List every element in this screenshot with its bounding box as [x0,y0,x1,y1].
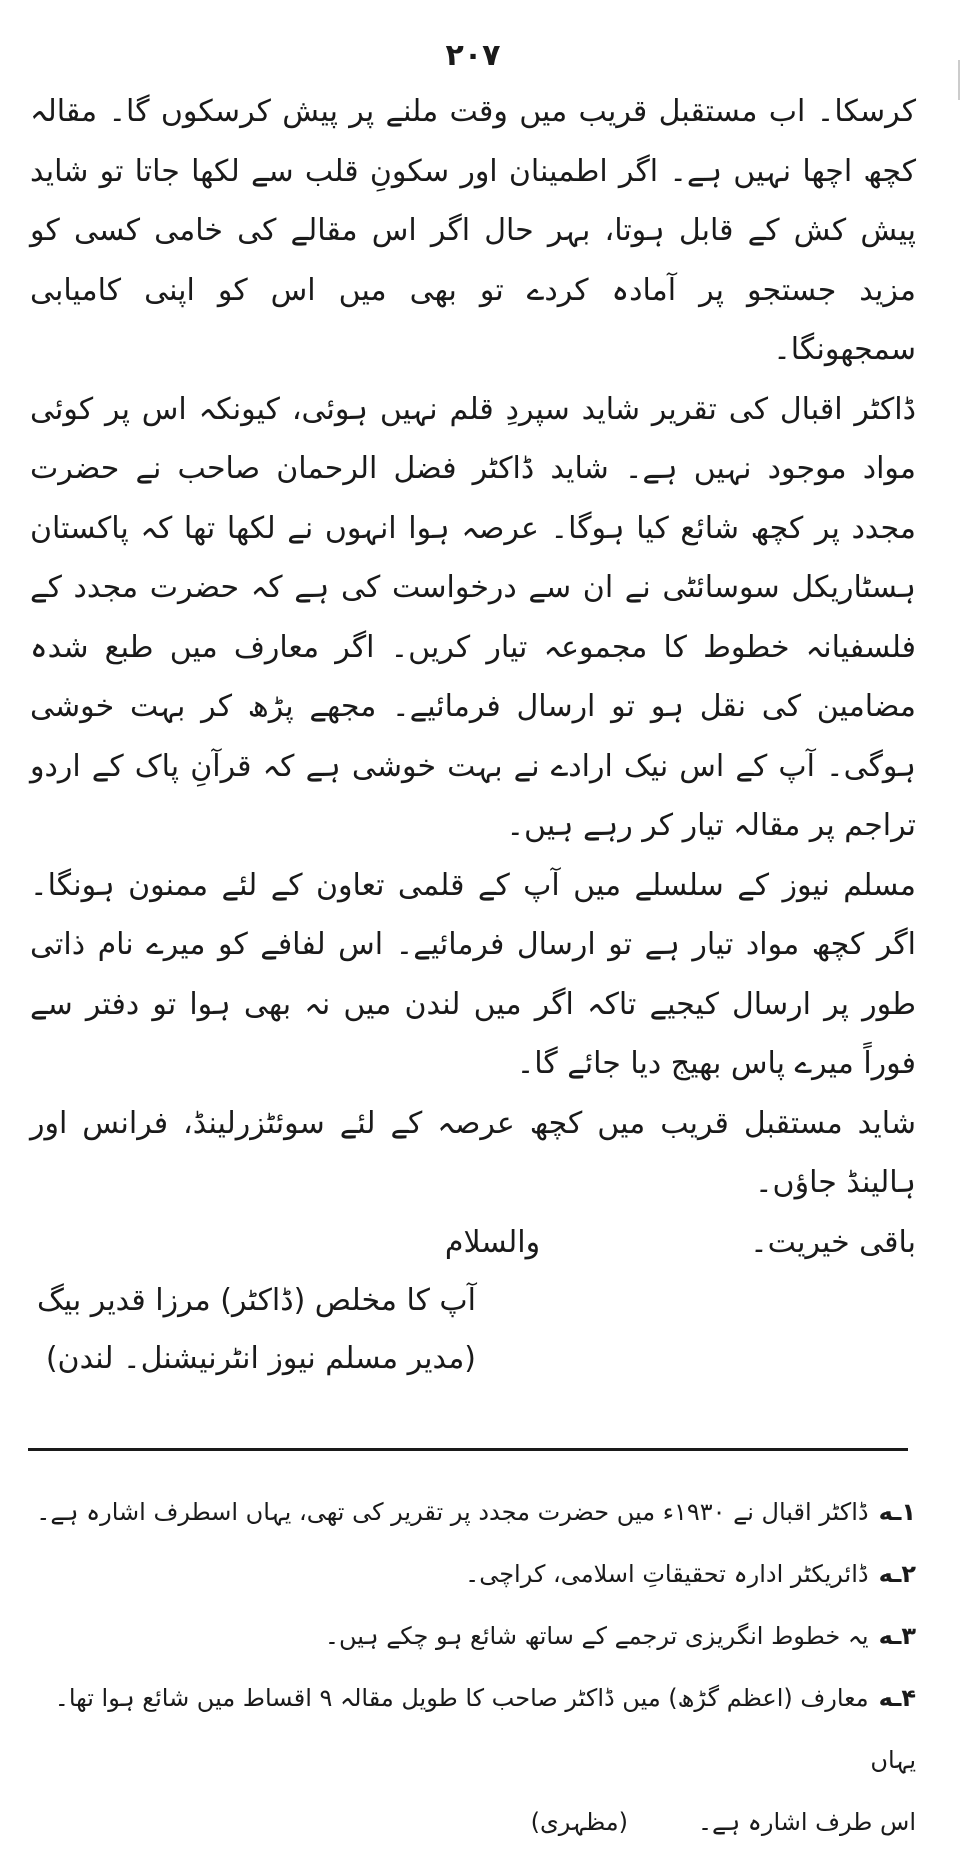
footnote-4-continuation [30,1791,916,1853]
footnotes [30,1481,916,1853]
footnote-tail-text: اس طرف اشارہ ہے۔ [697,1808,916,1836]
paragraph-3: مسلم نیوز کے سلسلے میں آپ کے قلمی تعاون کے لئے ممنون ہونگا۔ اگر کچھ مواد تیار ہے تو ارسال فرمائیے۔ اس لفافے کو میرے نام ذاتی طور پر ارسال کیجیے تاکہ اگر میں لندن میں نہ بھی ہوا تو دفتر سے فوراً میرے پاس بھیج دیا جائے گا۔ [30,867,916,1081]
footnote-4 [30,1667,916,1791]
footnote-text: ڈائریکٹر ادارہ تحقیقاتِ اسلامی، کراچی۔ [465,1560,869,1588]
footnote-mark: ۲ـه [878,1560,916,1588]
footnote-mark: ۴ـه [878,1684,916,1712]
footnote-mark: ۱ـه [878,1498,916,1526]
signature-name: آپ کا مخلص (ڈاکٹر) مرزا قدیر بیگ [36,1283,476,1318]
signature-block [30,1272,916,1388]
footnote-text: یہ خطوط انگریزی ترجمے کے ساتھ شائع ہو چکے ہیں۔ [324,1622,869,1650]
footnote-2 [30,1543,916,1605]
footnote-3 [30,1605,916,1667]
closing-row [30,1213,916,1273]
closing-regards: باقی خیریت۔ [750,1224,916,1260]
closing-salam: والسلام [444,1224,541,1260]
signature-title: (مدیر مسلم نیوز انٹرنیشنل۔ لندن) [45,1341,476,1376]
scan-edge-mark [952,60,960,100]
footnote-1 [30,1481,916,1543]
footnote-text: معارف (اعظم گڑھ) میں ڈاکٹر صاحب کا طویل مقالہ ۹ اقساط میں شائع ہوا تھا۔ یہاں [54,1684,916,1774]
footnote-divider [28,1448,908,1451]
paragraph-2: ڈاکٹر اقبال کی تقریر شاید سپردِ قلم نہیں ہوئی، کیونکہ اس پر کوئی مواد موجود نہیں ہے۔ شاید ڈاکٹر فضل الرحمان صاحب نے حضرت مجدد پر کچھ شائع کیا ہوگا۔ عرصہ ہوا انہوں نے لکھا تھا کہ پاکستان ہسٹاریکل سوسائٹی نے ان سے درخواست کی ہے کہ حضرت مجدد کے فلسفیانہ خطوط کا مجموعہ تیار کریں۔ اگر معارف میں طبع شدہ مضامین کی نقل ہو تو ارسال فرمائیے۔ مجھے پڑھ کر بہت خوشی ہوگی۔ آپ کے اس نیک ارادے نے بہت خوشی ہے کہ قرآنِ پاک کے اردو تراجم پر مقالہ تیار کر رہے ہیں۔ [30,391,916,843]
footnote-attribution: (مظہری) [530,1808,628,1836]
footnote-mark: ۳ـه [878,1622,916,1650]
letter-body [30,82,916,1213]
page-number: ۲۰۷ [445,38,501,73]
paragraph-4: شاید مستقبل قریب میں کچھ عرصہ کے لئے سوئٹزرلینڈ، فرانس اور ہالینڈ جاؤں۔ [30,1105,916,1200]
footnote-text: ڈاکٹر اقبال نے ۱۹۳۰ء میں حضرت مجدد پر تقریر کی تھی، یہاں اسطرف اشارہ ہے۔ [36,1498,869,1526]
paragraph-1: کرسکا۔ اب مستقبل قریب میں وقت ملنے پر پیش کرسکوں گا۔ مقالہ کچھ اچھا نہیں ہے۔ اگر اطمینان اور سکونِ قلب سے لکھا جاتا تو شاید پیش کش کے قابل ہوتا، بہر حال اگر اس مقالے کی خامی کسی کو مزید جستجو پر آمادہ کردے تو بھی میں اس کو اپنی کامیابی سمجھونگا۔ [30,94,916,367]
